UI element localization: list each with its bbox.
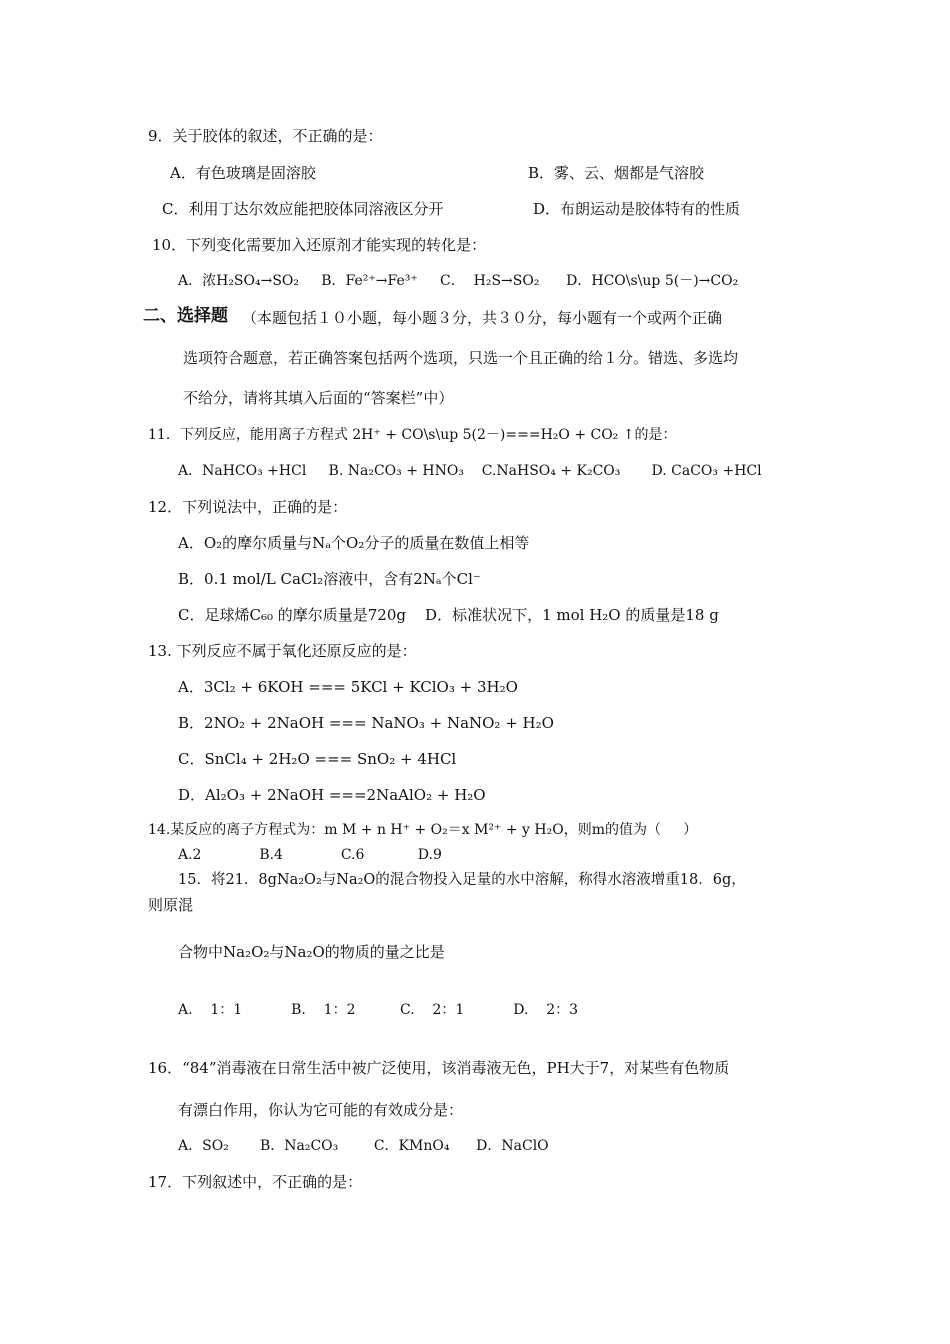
q13-option-d: D．Al₂O₃ + 2NaOH ===2NaAlO₂ + H₂O (178, 786, 486, 804)
section-instructions-1: （本题包括１０小题，每小题３分，共３０分，每小题有一个或两个正确 (242, 309, 723, 327)
q16-stem-2: 有漂白作用，你认为它可能的有效成分是： (178, 1101, 464, 1119)
q13-option-a: A．3Cl₂ + 6KOH === 5KCl + KClO₃ + 3H₂O (178, 678, 518, 696)
q12-option-b: B．0.1 mol/L CaCl₂溶液中，含有2Nₐ个Cl⁻ (178, 570, 481, 588)
q13-stem: 13. 下列反应不属于氧化还原反应的是： (148, 642, 417, 660)
q9-option-b: B．雾、云、烟都是气溶胶 (528, 164, 705, 182)
section-heading: 二、选择题 (143, 306, 228, 326)
q15-stem-3: 合物中Na₂O₂与Na₂O的物质的量之比是 (178, 943, 445, 961)
q10-options: A．浓H₂SO₄→SO₂ B．Fe²⁺→Fe³⁺ C． H₂S→SO₂ D．HCO\s\up 5(－)→CO₂ (178, 273, 739, 289)
q15-options: A. 1：1 B. 1：2 C. 2：1 D. 2：3 (178, 1002, 579, 1018)
q17-stem: 17．下列叙述中，不正确的是： (148, 1173, 363, 1191)
q9-option-a: A．有色玻璃是固溶胶 (170, 164, 316, 182)
q9-stem: 9．关于胶体的叙述，不正确的是： (148, 127, 383, 145)
section-instructions-3: 不给分，请将其填入后面的“答案栏”中） (183, 389, 454, 407)
q11-stem: 11．下列反应，能用离子方程式 2H⁺ + CO\s\up 5(2－)===H₂O + CO₂ ↑的是： (148, 427, 677, 443)
q14-options: A.2 B.4 C.6 D.9 (178, 847, 442, 863)
q14-stem: 14.某反应的离子方程式为：m M + n H⁺ + O₂＝x M²⁺ + y H₂O，则m的值为（ ） (148, 822, 698, 838)
section-instructions-2: 选项符合题意，若正确答案包括两个选项，只选一个且正确的给１分。错选、多选均 (183, 349, 739, 367)
q12-option-cd: C．足球烯C₆₀ 的摩尔质量是720g D．标准状况下，1 mol H₂O 的质量是18 g (178, 606, 719, 624)
q13-option-b: B．2NO₂ + 2NaOH === NaNO₃ + NaNO₂ + H₂O (178, 714, 554, 732)
q12-option-a: A．O₂的摩尔质量与Nₐ个O₂分子的质量在数值上相等 (178, 534, 530, 552)
q16-options: A．SO₂ B．Na₂CO₃ C．KMnO₄ D．NaClO (178, 1138, 549, 1154)
q16-stem-1: 16．“84”消毒液在日常生活中被广泛使用，该消毒液无色，PH大于7，对某些有色物质 (148, 1059, 730, 1077)
q11-options: A．NaHCO₃ +HCl B. Na₂CO₃ + HNO₃ C.NaHSO₄ + K₂CO₃ D. CaCO₃ +HCl (178, 463, 762, 479)
q9-option-c: C．利用丁达尔效应能把胶体同溶液区分开 (162, 200, 444, 218)
q12-stem: 12．下列说法中，正确的是： (148, 498, 348, 516)
q10-stem: 10．下列变化需要加入还原剂才能实现的转化是： (152, 236, 487, 254)
q13-option-c: C．SnCl₄ + 2H₂O === SnO₂ + 4HCl (178, 750, 457, 768)
q15-stem-1: 15．将21．8gNa₂O₂与Na₂O的混合物投入足量的水中溶解，称得水溶液增重18．6g， (178, 872, 746, 888)
q9-option-d: D．布朗运动是胶体特有的性质 (533, 200, 741, 218)
q15-stem-2: 则原混 (148, 896, 194, 914)
